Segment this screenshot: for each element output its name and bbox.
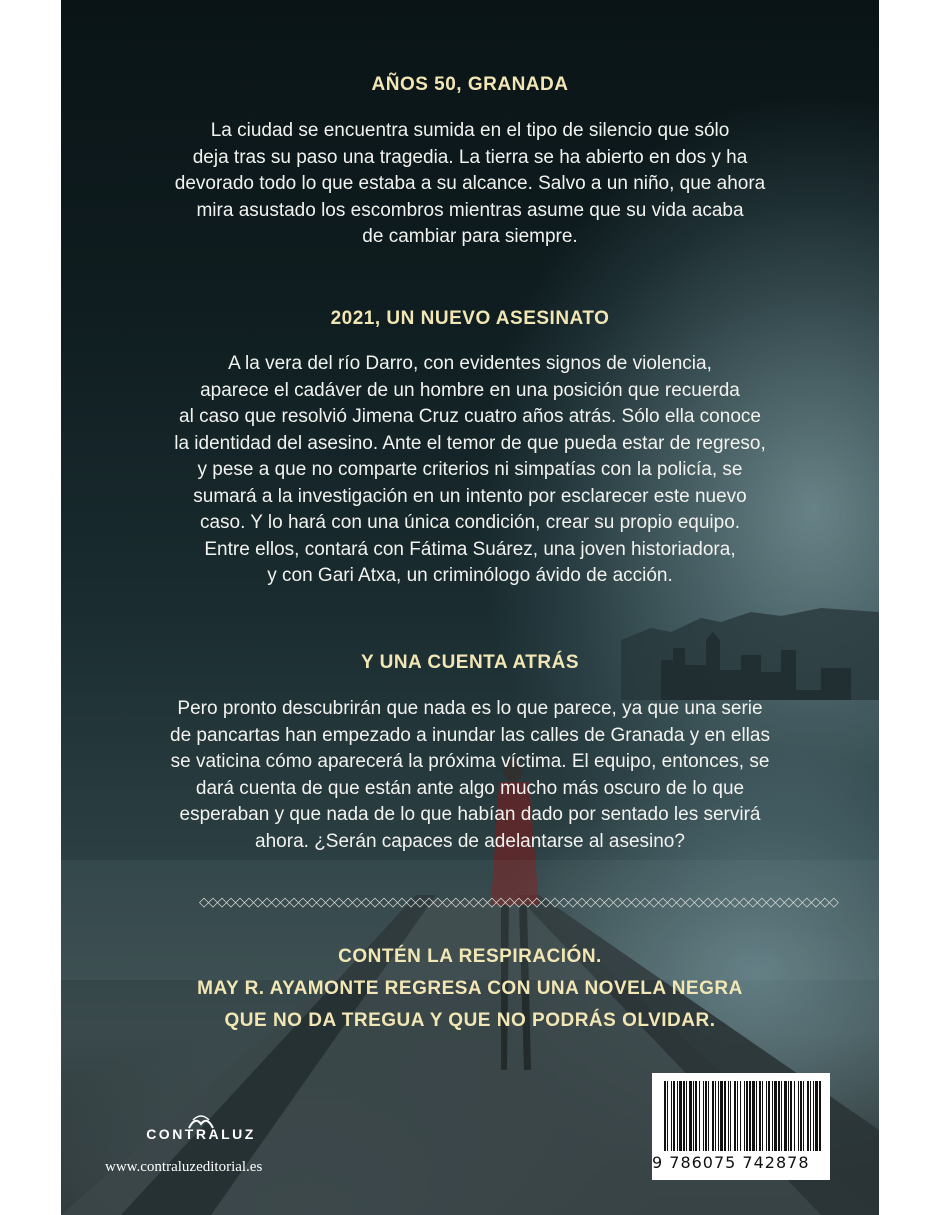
barcode-bar [768, 1081, 770, 1151]
barcode-bar [737, 1081, 738, 1151]
barcode-bar [699, 1081, 700, 1151]
barcode-bar [708, 1081, 709, 1151]
barcode-bar [677, 1081, 678, 1151]
tagline: CONTÉN LA RESPIRACIÓN. MAY R. AYAMONTE REGRESA CON UNA NOVELA NEGRA QUE NO DA TREGUA Y QUE NO PODRÁS OLVIDAR. [197, 946, 743, 1031]
section-text-granada: La ciudad se encuentra sumida en el tipo de silencio que sólo deja tras su paso una tragedia. La tierra se ha abierto en dos y ha devorado todo lo que estaba a su alcance. Salvo a un niño, que ahora mira asustado los escombros mientras asume que su vida acaba de cambiar para siempre. [174, 120, 766, 247]
barcode-bar [774, 1081, 777, 1151]
section-text-asesinato: A la vera del río Darro, con evidentes signos de violencia, aparece el cadáver de un hombre en una posición que recuerda al caso que resolvió Jimena Cruz cuatro años atrás. Sólo ella conoce la identidad del asesino. Ante el temor de que pueda estar de regreso, y pese a que no comparte criterios ni simpatías con la policía, se sumará a la investigación en un intento por esclarecer este nuevo caso. Y lo hará con una única condición, crear su propio equipo. Entre ellos, contará con Fátima Suárez, una joven historiadora, y con Gari Atxa, un criminólogo ávido de acción. [174, 353, 766, 586]
ornamental-divider: ◇◇◇◇◇◇◇◇◇◇◇◇◇◇◇◇◇◇◇◇◇◇◇◇◇◇◇◇◇◇◇◇◇◇◇◇◇◇◇◇◇◇◇◇◇◇◇◇◇◇◇◇◇◇◇◇◇◇◇◇◇◇◇◇◇◇◇◇◇◇◇ [199, 894, 838, 909]
barcode-bar [720, 1081, 723, 1151]
logo-text: CONTRALUZ [146, 1126, 256, 1142]
barcode-bar [784, 1081, 787, 1151]
barcode-bar [819, 1081, 821, 1151]
barcode-bar [807, 1081, 809, 1151]
barcode-bar [772, 1081, 773, 1151]
barcode-bar [749, 1081, 751, 1151]
barcode-bar [683, 1081, 685, 1151]
barcode-bar [718, 1081, 719, 1151]
barcode-bar [756, 1081, 757, 1151]
barcode-bar [667, 1081, 668, 1151]
barcode-bar [790, 1081, 792, 1151]
barcode-bar [781, 1081, 782, 1151]
barcode-bar [664, 1081, 666, 1151]
barcode [652, 1073, 830, 1180]
barcode-bar [671, 1081, 672, 1151]
barcode-bar [693, 1081, 694, 1151]
barcode-bar [810, 1081, 811, 1151]
barcode-bar [724, 1081, 726, 1151]
barcode-bar [759, 1081, 761, 1151]
barcode-bar [744, 1081, 745, 1151]
barcode-bar [686, 1081, 687, 1151]
barcode-bar [746, 1081, 748, 1151]
barcode-bar [766, 1081, 767, 1151]
barcode-bar [752, 1081, 755, 1151]
barcode-bar [740, 1081, 741, 1151]
barcode-bar [715, 1081, 716, 1151]
barcode-number: 9 786075 742878 [652, 1153, 810, 1172]
barcode-bar [730, 1081, 731, 1151]
barcode-bar [728, 1081, 729, 1151]
barcode-bar [679, 1081, 682, 1151]
barcode-bar [703, 1081, 704, 1151]
barcode-bar [798, 1081, 799, 1151]
section-title-asesinato: 2021, UN NUEVO ASESINATO [330, 308, 610, 329]
publisher-website: www.contraluzeditorial.es [105, 1159, 263, 1175]
barcode-bar [794, 1081, 795, 1151]
barcode-bar [788, 1081, 789, 1151]
book-back-cover [61, 0, 879, 1215]
barcode-bar [695, 1081, 697, 1151]
barcode-bar [689, 1081, 692, 1151]
barcode-bar [800, 1081, 802, 1151]
section-text-cuenta-atras: Pero pronto descubrirán que nada es lo que parece, ya que una serie de pancartas han empezado a inundar las calles de Granada y en ellas se vaticina cómo aparecerá la próxima víctima. El equipo, entonces, se dará cuenta de que están ante algo mucho más oscuro de lo que esperaban y que nada de lo que habían dado por sentado les servirá ahora. ¿Serán capaces de adelantarse al asesino? [170, 698, 770, 852]
barcode-bar [813, 1081, 814, 1151]
barcode-bar [673, 1081, 675, 1151]
barcode-bar [778, 1081, 780, 1151]
barcode-bar [815, 1081, 818, 1151]
barcode-bar [705, 1081, 707, 1151]
section-title-granada: AÑOS 50, GRANADA [371, 74, 569, 95]
barcode-bar [803, 1081, 804, 1151]
barcode-bar [762, 1081, 763, 1151]
section-title-cuenta-atras: Y UNA CUENTA ATRÁS [361, 652, 579, 673]
barcode-bars [652, 1073, 830, 1153]
barcode-bar [734, 1081, 736, 1151]
barcode-bar [712, 1081, 714, 1151]
publisher-logo [141, 1110, 261, 1150]
